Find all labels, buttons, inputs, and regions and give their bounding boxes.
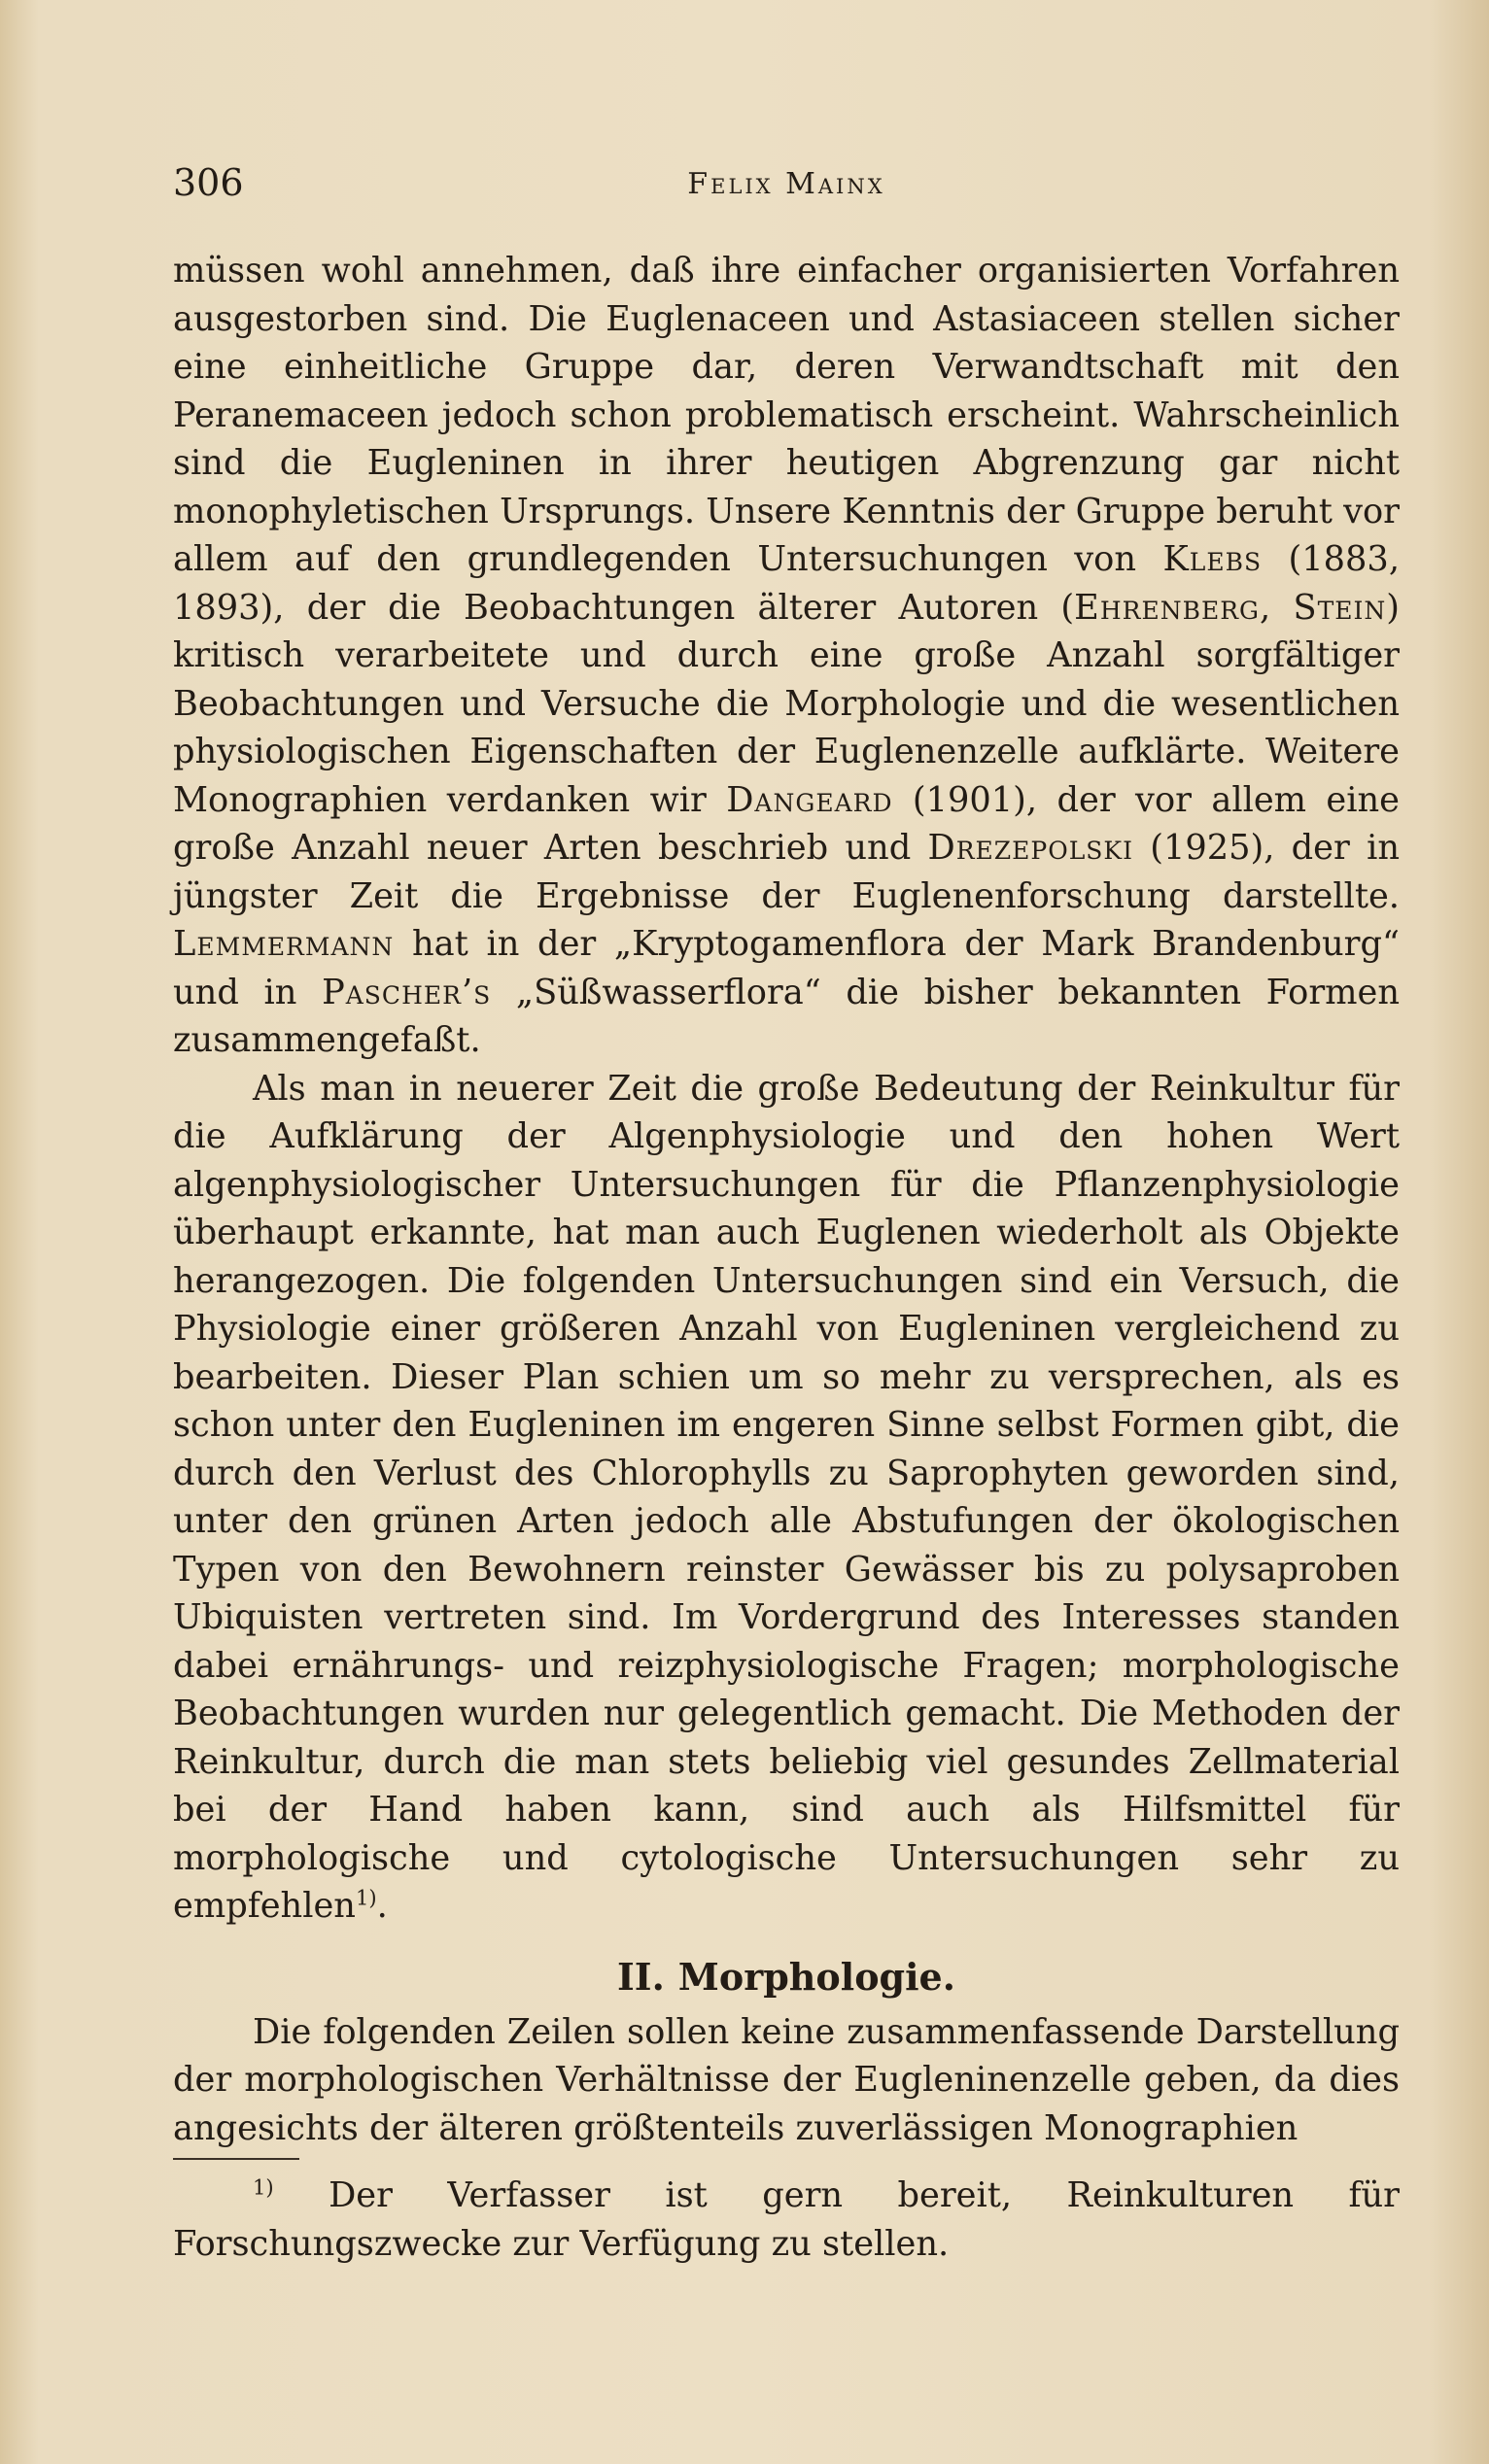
footnote-divider xyxy=(173,2158,299,2160)
text-run: „Süßwasserflora“ die bisher bekannten Formen zusammengefaßt. xyxy=(173,972,1401,1060)
author-name-klebs: Klebs xyxy=(1162,539,1263,579)
text-run: ) kritisch verarbeitete und durch eine große Anzahl sorgfältiger Beobachtungen und Versuche die Morphologie und die wesentlichen physiologischen Eigenschaften der Euglenenzelle aufklärte. Weitere Monographien verdanken wir xyxy=(173,587,1401,820)
text-run: (1925), der in jüngster Zeit die Ergebnisse der Euglenenforschung darstellte. xyxy=(173,828,1400,916)
footnote-reference[interactable]: 1) xyxy=(355,1885,377,1910)
footnote xyxy=(173,2172,1400,2268)
author-name-stein: Stein xyxy=(1293,587,1387,628)
paragraph-2 xyxy=(173,1065,1400,1931)
text-run: (1901), der vor allem eine große Anzahl neuer Arten beschrieb und xyxy=(173,779,1400,868)
footnote-marker: 1) xyxy=(253,2174,274,2200)
author-running-title: Felix Mainx xyxy=(687,167,885,201)
text-run: Als man in neuerer Zeit die große Bedeutung der Reinkultur für die Aufklärung der Algenphysiologie und den hohen Wert algenphysiologischer Untersuchungen für die Pflanzenphysiologie überhaupt erkannte, hat man auch Euglenen wiederholt als Objekte herangezogen. Die folgenden Untersuchungen sind ein Versuch, die Physiologie einer größeren Anzahl von Eugleninen vergleichend zu bearbeiten. Dieser Plan schien um so mehr zu versprechen, als es schon unter den Eugleninen im engeren Sinne selbst Formen gibt, die durch den Verlust des Chlorophylls zu Saprophyten geworden sind, unter den grünen Arten jedoch alle Abstufungen der ökologischen Typen von den Bewohnern reinster Gewässer bis zu polysaproben Ubiquisten vertreten sind. Im Vordergrund des Interesses standen dabei ernährungs- und reizphysiologische Fragen; morphologische Beobachtungen wurden nur gelegentlich gemacht. Die Methoden der Reinkultur, durch die man stets beliebig viel gesundes Zellmaterial bei der Hand haben kann, sind auch als Hilfsmittel für morphologische und cytologische Untersuchungen sehr zu empfehlen xyxy=(173,1068,1400,1926)
author-name-pascher: Pascher’s xyxy=(322,972,492,1012)
text-run: hat in der „Kryptogamenflora der Mark Brandenburg“ und in xyxy=(173,924,1400,1012)
paragraph-3: Die folgenden Zeilen sollen keine zusammenfassende Darstellung der morphologischen Verhältnisse der Eugleninenzelle geben, da dies angesichts der älteren größtenteils zuverlässigen Monographien xyxy=(173,2011,1400,2148)
paragraph-1 xyxy=(173,247,1400,1065)
section-title: Morphologie. xyxy=(677,1954,955,1999)
page-number: 306 xyxy=(173,161,244,204)
author-name-drezepolski: Drezepolski xyxy=(927,828,1133,868)
body-text xyxy=(173,247,1400,2268)
running-head xyxy=(173,161,1400,220)
author-name-dangeard: Dangeard xyxy=(726,779,893,820)
section-heading xyxy=(173,1950,1400,2004)
author-name-lemmermann: Lemmermann xyxy=(173,924,395,964)
text-run: . xyxy=(376,1886,388,1926)
section-number: II. xyxy=(617,1954,665,1999)
text-run: , xyxy=(1260,587,1294,628)
text-run: müssen wohl annehmen, daß ihre einfacher organisierten Vorfahren ausgestorben sind. Die Euglenaceen und Astasiaceen stellen sicher eine einheitliche Gruppe dar, deren Verwandtschaft mit den Peranemaceen jedoch schon problematisch erscheint. Wahrscheinlich sind die Eugleninen in ihrer heutigen Abgrenzung gar nicht monophyletischen Ursprungs. Unsere Kenntnis der Gruppe beruht vor allem auf den grundlegenden Untersuchungen von xyxy=(173,251,1400,579)
author-name-ehrenberg: Ehrenberg xyxy=(1074,587,1261,628)
footnote-text: Der Verfasser ist gern bereit, Reinkulturen für Forschungszwecke zur Verfügung zu stellen. xyxy=(173,2175,1400,2264)
text-run: (1883, 1893), der die Beobachtungen älterer Autoren ( xyxy=(173,539,1400,628)
